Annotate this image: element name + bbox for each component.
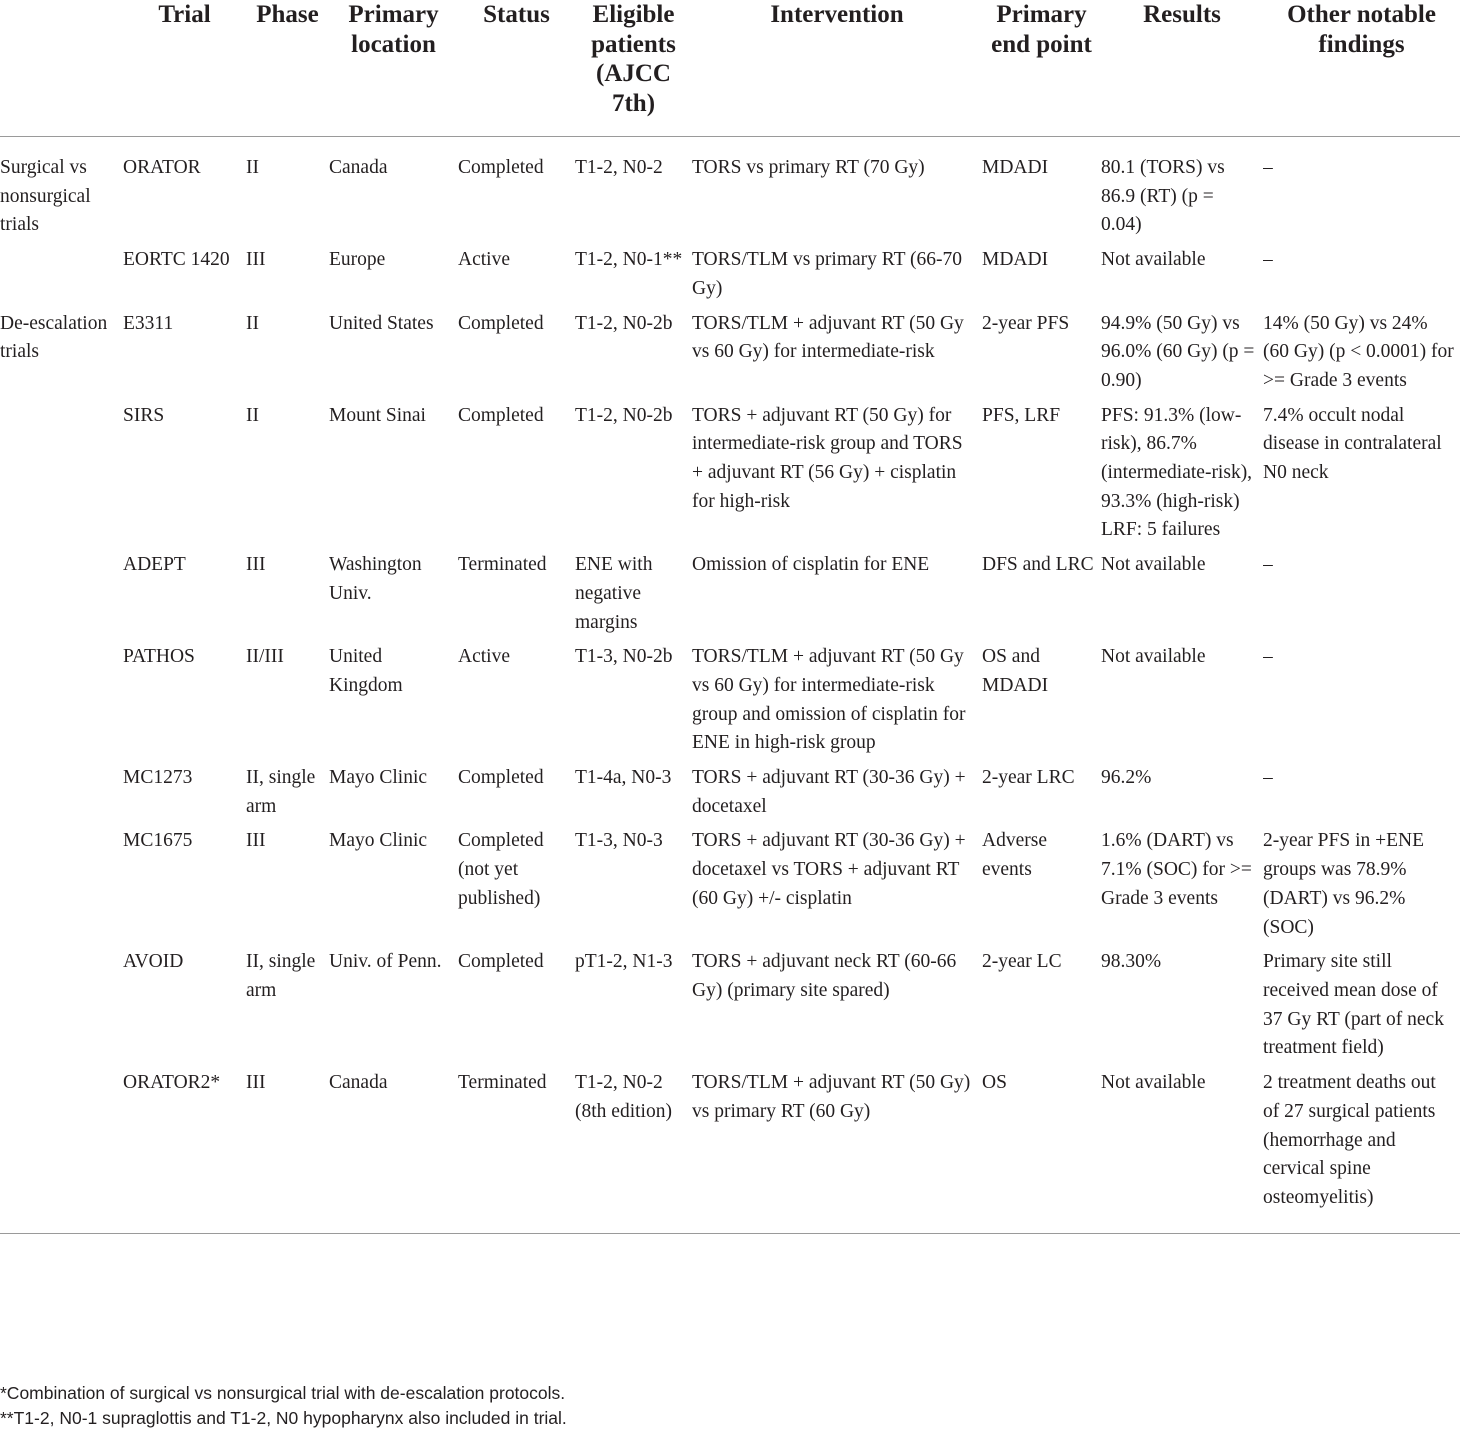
location-cell: United States xyxy=(329,312,434,334)
group-cell xyxy=(0,402,123,552)
results-cell: Not available xyxy=(1101,249,1206,271)
table-row xyxy=(0,827,1460,948)
results-cell xyxy=(1101,402,1263,552)
header-endpoint: Primary end point xyxy=(991,1,1092,58)
eligible-cell: T1-2, N0-2 xyxy=(575,157,663,178)
header-intervention: Intervention xyxy=(770,1,904,28)
eligible-cell: pT1-2, N1-3 xyxy=(575,951,673,973)
phase-cell: II, single arm xyxy=(246,951,316,1001)
intervention-cell: TORS/TLM + adjuvant RT (50 Gy vs 60 Gy) for intermediate-risk group and omission of cisplatin for ENE in high-risk group xyxy=(692,646,966,754)
group-cell xyxy=(0,246,123,309)
findings-cell: – xyxy=(1263,554,1273,576)
endpoint-cell: DFS and LRC xyxy=(982,554,1094,576)
findings-cell: 2 treatment deaths out of 27 surgical patients (hemorrhage and cervical spine osteomyelitis) xyxy=(1263,1072,1436,1208)
results-cell: 80.1 (TORS) vs 86.9 (RT) (p = 0.04) xyxy=(1101,157,1225,236)
status-cell: Active xyxy=(458,249,510,271)
location-cell: Europe xyxy=(329,249,386,271)
findings-cell: Primary site still received mean dose of 37 Gy RT (part of neck treatment field) xyxy=(1263,951,1444,1059)
endpoint-cell: Adverse events xyxy=(982,830,1047,881)
trial-cell: PATHOS xyxy=(123,646,195,668)
findings-cell: – xyxy=(1263,157,1273,178)
status-cell: Completed xyxy=(458,404,544,426)
group-cell xyxy=(0,643,123,764)
results-cell: Not available xyxy=(1101,554,1206,576)
phase-cell: II xyxy=(246,157,259,178)
group-header xyxy=(0,0,123,137)
endpoint-cell: OS xyxy=(982,1072,1007,1094)
findings-cell: – xyxy=(1263,249,1273,271)
eligible-cell: T1-4a, N0-3 xyxy=(575,767,672,789)
status-cell: Completed xyxy=(458,767,544,789)
phase-cell: III xyxy=(246,554,266,576)
eligible-cell: T1-3, N0-2b xyxy=(575,646,673,668)
intervention-cell: TORS/TLM + adjuvant RT (50 Gy) vs primary RT (60 Gy) xyxy=(692,1072,971,1122)
table-row xyxy=(0,246,1460,309)
results-cell: Not available xyxy=(1101,646,1206,668)
phase-cell: II/III xyxy=(246,646,284,668)
group-cell xyxy=(0,948,123,1069)
location-cell: Washington Univ. xyxy=(329,554,422,604)
results-cell: 96.2% xyxy=(1101,767,1152,789)
endpoint-cell: 2-year LC xyxy=(982,951,1062,973)
endpoint-cell: OS and MDADI xyxy=(982,646,1049,696)
phase-cell: II, single arm xyxy=(246,767,316,817)
intervention-cell: TORS/TLM + adjuvant RT (50 Gy vs 60 Gy) for intermediate-risk xyxy=(692,312,964,363)
trial-cell: E3311 xyxy=(123,312,174,334)
location-cell: Mayo Clinic xyxy=(329,767,428,789)
group-cell: De-escalation trials xyxy=(0,312,108,363)
endpoint-cell: MDADI xyxy=(982,249,1049,271)
intervention-cell: Omission of cisplatin for ENE xyxy=(692,554,930,576)
header-eligible: Eligible patients (AJCC 7th) xyxy=(591,1,676,117)
results-pfs: PFS: 91.3% (low-risk), 86.7% (intermediate-risk), 93.3% (high-risk) xyxy=(1101,404,1253,512)
group-cell xyxy=(0,551,123,643)
eligible-cell: T1-2, N0-2b xyxy=(575,312,673,334)
trial-cell: AVOID xyxy=(123,951,184,973)
location-cell: Canada xyxy=(329,157,388,178)
table-footnotes xyxy=(0,1381,567,1431)
findings-cell: – xyxy=(1263,646,1273,668)
endpoint-cell: MDADI xyxy=(982,157,1049,178)
findings-cell: 2-year PFS in +ENE groups was 78.9% (DART) vs 96.2% (SOC) xyxy=(1263,830,1425,938)
location-cell: United Kingdom xyxy=(329,646,403,696)
status-cell: Completed xyxy=(458,157,544,178)
results-cell: Not available xyxy=(1101,1072,1206,1094)
eligible-cell: T1-2, N0-2b xyxy=(575,404,673,426)
table-row xyxy=(0,137,1460,247)
table-row xyxy=(0,643,1460,764)
endpoint-cell: 2-year LRC xyxy=(982,767,1075,789)
group-cell: Surgical vs nonsurgical trials xyxy=(0,157,91,236)
phase-cell: II xyxy=(246,312,259,334)
findings-cell: 7.4% occult nodal disease in contralateral N0 neck xyxy=(1263,404,1442,484)
intervention-cell: TORS vs primary RT (70 Gy) xyxy=(692,157,925,178)
header-phase: Phase xyxy=(256,1,319,28)
results-lrf: LRF: 5 failures xyxy=(1101,519,1221,541)
findings-cell: 14% (50 Gy) vs 24% (60 Gy) (p < 0.0001) for >= Grade 3 events xyxy=(1263,312,1454,391)
eligible-cell: T1-2, N0-1** xyxy=(575,249,683,271)
header-status: Status xyxy=(483,1,550,28)
footnote-supraglottis: **T1-2, N0-1 supraglottis and T1-2, N0 hypopharynx also included in trial. xyxy=(0,1408,567,1428)
trial-cell: ADEPT xyxy=(123,554,186,576)
table-row xyxy=(0,402,1460,552)
phase-cell: II xyxy=(246,404,259,426)
eligible-cell: T1-3, N0-3 xyxy=(575,830,663,852)
results-cell: 1.6% (DART) vs 7.1% (SOC) for >= Grade 3 events xyxy=(1101,830,1252,909)
intervention-cell: TORS + adjuvant RT (50 Gy) for intermediate-risk group and TORS + adjuvant RT (56 Gy) + cisplatin for high-risk xyxy=(692,404,963,512)
trial-cell: MC1273 xyxy=(123,767,193,789)
trial-cell: MC1675 xyxy=(123,830,193,852)
intervention-cell: TORS + adjuvant RT (30-36 Gy) + docetaxel xyxy=(692,767,966,817)
intervention-cell: TORS + adjuvant neck RT (60-66 Gy) (primary site spared) xyxy=(692,951,957,1001)
eligible-cell: T1-2, N0-2 (8th edition) xyxy=(575,1072,672,1122)
table-row xyxy=(0,764,1460,827)
trial-cell: EORTC 1420 xyxy=(123,249,230,271)
status-cell: Completed xyxy=(458,951,544,973)
status-cell: Terminated xyxy=(458,1072,547,1094)
findings-cell: – xyxy=(1263,767,1273,789)
group-cell xyxy=(0,827,123,948)
trial-cell: ORATOR2* xyxy=(123,1072,221,1094)
status-cell: Completed (not yet published) xyxy=(458,830,544,909)
results-cell: 94.9% (50 Gy) vs 96.0% (60 Gy) (p = 0.90) xyxy=(1101,312,1255,391)
header-location: Primary location xyxy=(348,1,439,58)
eligible-cell: ENE with negative margins xyxy=(575,554,653,633)
location-cell: Univ. of Penn. xyxy=(329,951,442,973)
header-findings: Other notable findings xyxy=(1287,1,1436,58)
table-row xyxy=(0,310,1460,402)
location-cell: Mount Sinai xyxy=(329,404,426,426)
intervention-cell: TORS + adjuvant RT (30-36 Gy) + docetaxel vs TORS + adjuvant RT (60 Gy) +/- cisplatin xyxy=(692,830,966,909)
table-row xyxy=(0,948,1460,1069)
group-cell xyxy=(0,764,123,827)
header-results: Results xyxy=(1143,1,1221,28)
phase-cell: III xyxy=(246,1072,266,1094)
status-cell: Completed xyxy=(458,312,544,334)
status-cell: Terminated xyxy=(458,554,547,576)
results-cell: 98.30% xyxy=(1101,951,1162,973)
phase-cell: III xyxy=(246,830,266,852)
phase-cell: III xyxy=(246,249,266,271)
location-cell: Mayo Clinic xyxy=(329,830,428,852)
trial-cell: ORATOR xyxy=(123,157,201,178)
group-cell xyxy=(0,1069,123,1233)
footnote-combination: *Combination of surgical vs nonsurgical trial with de-escalation protocols. xyxy=(0,1383,566,1403)
table-row xyxy=(0,551,1460,643)
endpoint-cell: 2-year PFS xyxy=(982,312,1070,334)
endpoint-cell: PFS, LRF xyxy=(982,404,1061,426)
status-cell: Active xyxy=(458,646,510,668)
intervention-cell: TORS/TLM vs primary RT (66-70 Gy) xyxy=(692,249,963,299)
location-cell: Canada xyxy=(329,1072,388,1094)
table-row xyxy=(0,1069,1460,1233)
header-row xyxy=(0,0,1460,137)
trial-cell: SIRS xyxy=(123,404,165,426)
header-trial: Trial xyxy=(158,1,211,28)
